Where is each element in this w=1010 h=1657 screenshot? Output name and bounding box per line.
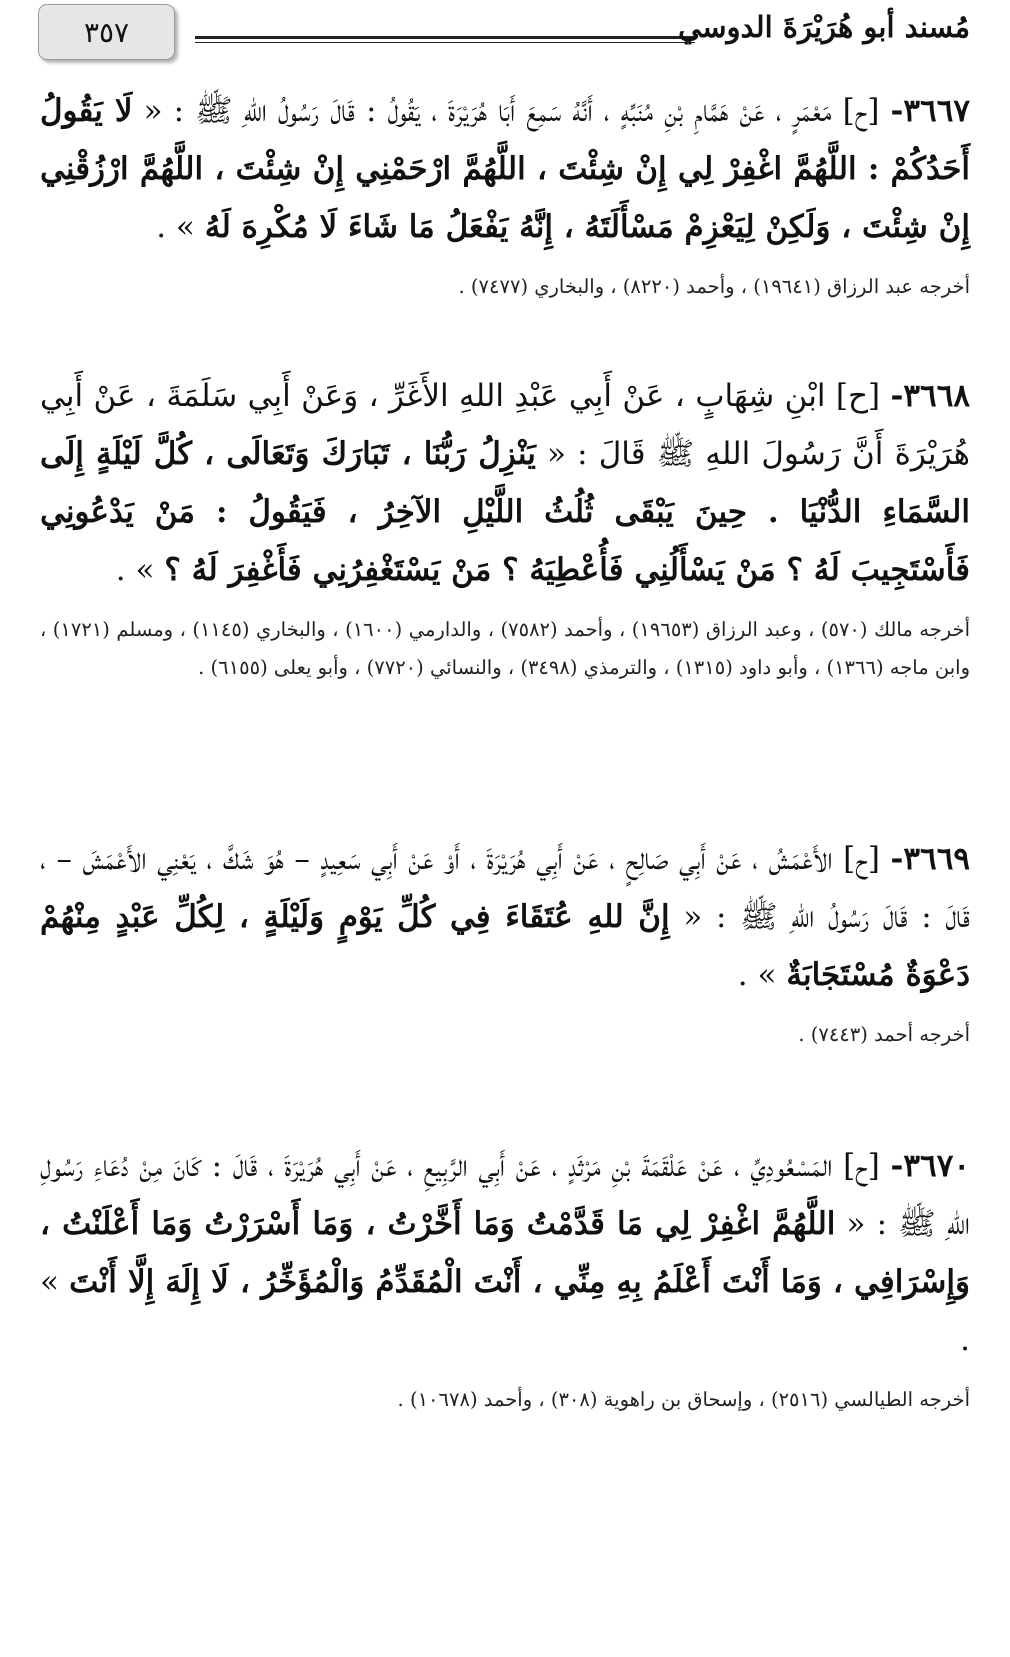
hadith-isnad: ابْنِ شِهَابٍ ، عَنْ أَبِي عَبْدِ اللهِ الأَغَرِّ ، وَعَنْ أَبِي سَلَمَةَ ، عَنْ أَبِي هُرَيْرَةَ أَنَّ رَسُولَ اللهِ ﷺ قَالَ : « (40, 378, 971, 472)
hadith-text (40, 830, 970, 1004)
hadith-matn: يَنْزِلُ رَبُّنَا ، تَبَارَكَ وَتَعَالَى ، كُلَّ لَيْلَةٍ إِلَى السَّمَاءِ الدُّنْيَا . حِينَ يَبْقَى ثُلُثُ اللَّيْلِ الآخِرُ ، فَيَقُولُ : مَنْ يَدْعُونِي فَأَسْتَجِيبَ لَهُ ؟ مَنْ يَسْأَلُنِي فَأُعْطِيَهُ ؟ مَنْ يَسْتَغْفِرُنِي فَأَغْفِرَ لَهُ ؟ (40, 436, 970, 588)
header-rule (195, 36, 695, 43)
running-title: مُسند أبو هُرَيْرَةَ الدوسي (678, 10, 970, 44)
hadith-matn: اللَّهُمَّ اغْفِرْ لِي مَا قَدَّمْتُ وَمَا أَخَّرْتُ ، وَمَا أَسْرَرْتُ وَمَا أَعْلَنْتُ ، وَإِسْرَافِي ، وَمَا أَنْتَ أَعْلَمُ بِهِ مِنِّي ، أَنْتَ الْمُقَدِّمُ وَالْمُؤَخِّرُ ، لَا إِلَهَ إِلَّا أَنْتَ (40, 1206, 970, 1300)
hadith-isnad: مَعْمَرٍ ، عَنْ هَمَّامِ بْنِ مُنَبِّهٍ ، أَنَّهُ سَمِعَ أَبَا هُرَيْرَةَ ، يَقُولُ : قَالَ رَسُولُ اللهِ ﷺ : « (143, 93, 832, 129)
hadith-marker: [ح] (843, 1148, 880, 1184)
hadith-number: ٣٦٦٧- (890, 93, 970, 129)
hadith-matn: إِنَّ للهِ عُتَقَاءَ فِي كُلِّ يَوْمٍ وَلَيْلَةٍ ، لِكُلِّ عَبْدٍ مِنْهُمْ دَعْوَةٌ مُسْتَجَابَةٌ (40, 899, 970, 993)
hadith-isnad: المَسْعُودِيِّ ، عَنْ عَلْقَمَةَ بْنِ مَرْثَدٍ ، عَنْ أَبِي الرَّبِيعِ ، عَنْ أَبِي هُرَيْرَةَ ، قَالَ : كَانَ مِنْ دُعَاءِ رَسُولِ اللهِ ﷺ : « (40, 1148, 970, 1242)
hadith-takhrij: أخرجه عبد الرزاق (١٩٦٤١) ، وأحمد (٨٢٢٠) ، والبخاري (٧٤٧٧) . (458, 275, 970, 298)
hadith-3669 (40, 830, 970, 1054)
hadith-text (40, 367, 970, 599)
hadith-3670 (40, 1137, 970, 1419)
hadith-takhrij: أخرجه أحمد (٧٤٤٣) . (798, 1023, 970, 1046)
hadith-end: » . (156, 209, 195, 245)
hadith-text (40, 1137, 970, 1369)
hadith-end: » . (737, 957, 777, 993)
hadith-marker: [ح] (843, 841, 880, 877)
hadith-takhrij: أخرجه مالك (٥٧٠) ، وعبد الرزاق (١٩٦٥٣) ، وأحمد (٧٥٨٢) ، والدارمي (١٦٠٠) ، والبخاري (١١٤٥) ، ومسلم (١٧٢١) ، وابن ماجه (١٣٦٦) ، وأبو داود (١٣١٥) ، والترمذي (٣٤٩٨) ، والنسائي (٧٧٢٠) ، وأبو يعلى (٦١٥٥) . (40, 618, 970, 679)
hadith-number: ٣٦٦٨- (890, 378, 971, 414)
hadith-marker: [ح] (835, 378, 881, 414)
hadith-text (40, 82, 970, 256)
page-header (0, 0, 1010, 70)
hadith-marker: [ح] (842, 93, 880, 129)
hadith-isnad: الأَعْمَشُ ، عَنْ أَبِي صَالِحٍ ، عَنْ أَبِي هُرَيْرَةَ ، أَوْ عَنْ أَبِي سَعِيدٍ – هُوَ شَكَّ ، يَعْنِي الأَعْمَشَ – ، قَالَ : قَالَ رَسُولُ اللهِ ﷺ : « (40, 841, 971, 935)
hadith-3667 (40, 82, 970, 306)
hadith-end: » . (115, 552, 155, 588)
page-number: ٣٥٧ (38, 4, 175, 60)
hadith-number: ٣٦٦٩- (890, 841, 970, 877)
hadith-3668 (40, 367, 970, 687)
hadith-matn: لَا يَقُولُ أَحَدُكُمْ : اللَّهُمَّ اغْفِرْ لِي إِنْ شِئْتَ ، اللَّهُمَّ ارْحَمْنِي إِنْ شِئْتَ ، اللَّهُمَّ ارْزُقْنِي إِنْ شِئْتَ ، وَلَكِنْ لِيَعْزِمْ مَسْأَلَتَهُ ، إِنَّهُ يَفْعَلُ مَا شَاءَ لَا مُكْرِهَ لَهُ (40, 93, 970, 245)
hadith-takhrij: أخرجه الطيالسي (٢٥١٦) ، وإسحاق بن راهوية (٣٠٨) ، وأحمد (١٠٦٧٨) . (397, 1388, 970, 1411)
hadith-number: ٣٦٧٠- (890, 1148, 971, 1184)
hadith-end: » . (40, 1264, 970, 1358)
